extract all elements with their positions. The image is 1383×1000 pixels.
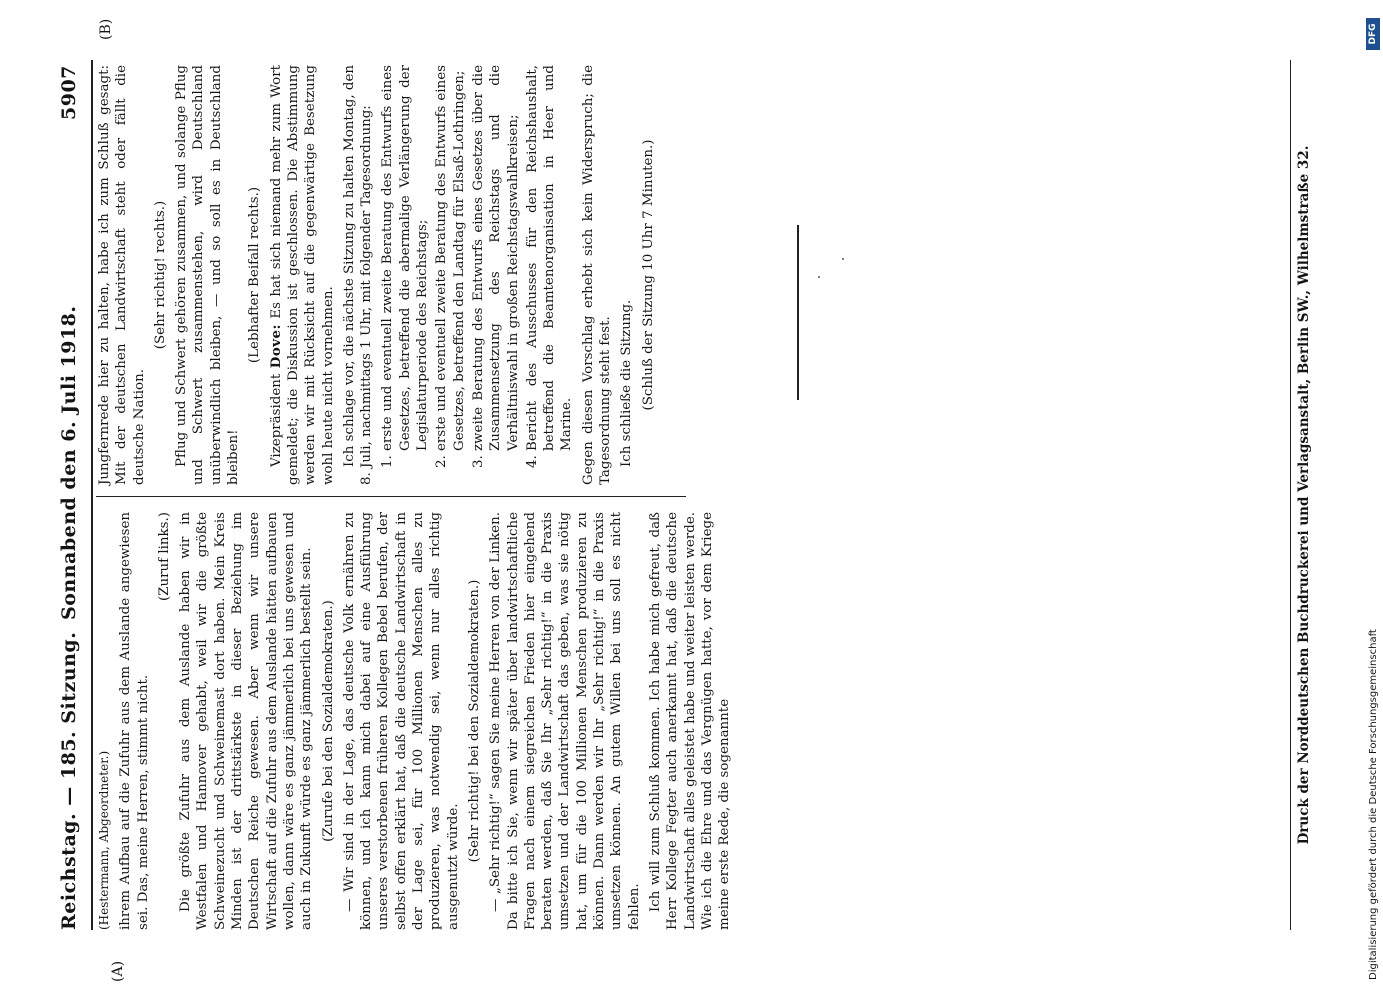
paragraph: — Wir sind in der Lage, das deutsche Volk ernähren zu können, und ich kann mich dabei auf eine Ausführung unseres verstorbenen früheren Kollegen Bebel berufen, der selbst offen erklärt hat, daß die deutsche Landwirtschaft in der Lage sei, für 100 Millionen Menschen alles zu produzieren, was notwendig sei, wenn nur alles richtig ausgenutzt würde. bbox=[341, 512, 461, 930]
paragraph: Jungfernrede hier zu halten, habe ich zum Schluß gesagt: Mit der deutschen Landwirtschaft steht oder fällt die deutsche Nation. bbox=[97, 65, 147, 485]
running-head: Reichstag. — 185. Sitzung. bbox=[58, 631, 80, 930]
statement-text: Es hat sich niemand mehr zum Wort gemeldet; die Diskussion ist geschlossen. Die Abstimmung werden wir mit Rücksicht auf die gegenwärtige Besetzung wohl heute nicht vornehmen. bbox=[268, 65, 336, 485]
margin-marker-a: (A) bbox=[110, 960, 126, 982]
paragraph: Gegen diesen Vorschlag erhebt sich kein Widerspruch; die Tagesordnung steht fest. bbox=[580, 65, 614, 485]
dfg-logo: DFG bbox=[1366, 18, 1380, 50]
paragraph: ihrem Aufbau auf die Zufuhr aus dem Auslande angewiesen sei. Das, meine Herren, stimmt nicht. bbox=[118, 512, 151, 930]
interjection: (Sehr richtig! rechts.) bbox=[152, 200, 168, 350]
agenda-item: 3. zweite Beratung des Entwurfs eines Gesetzes über die Zusammensetzung des Reichstags und die Verhältniswahl in großen Reichstagswahlkreisen; bbox=[470, 65, 522, 451]
column-divider bbox=[96, 496, 686, 497]
paragraph: Pflug und Schwert gehören zusammen, und solange Pflug und Schwert zusammenstehen, wird Deutschland unüberwindlich bleiben, — und so soll es in Deutschland bleiben! bbox=[174, 65, 242, 485]
speaker-title: Vizepräsident bbox=[268, 373, 284, 467]
printer-imprint: Druck der Norddeutschen Buchdruckerei und Verlagsanstalt, Berlin SW., Wilhelmstraße 32. bbox=[1296, 145, 1312, 845]
paragraph: Ich schließe die Sitzung. bbox=[619, 299, 635, 467]
left-column bbox=[96, 512, 737, 930]
vice-president-statement bbox=[268, 65, 337, 485]
paragraph: — „Sehr richtig!“ sagen Sie meine Herren von der Linken. Da bitte ich Sie, wenn wir später über landwirtschaftliche Fragen nach einem siegreichen Frieden hier eingehend beraten werden, daß Sie Ihr „Sehr richtig!“ in die Praxis umsetzen und der Landwirtschaft das geben, was sie nötig hat, um für die 100 Millionen Menschen produzieren zu können. Dann werden wir Ihr „Sehr richtig!“ in die Praxis umsetzen können. An gutem Willen bei uns soll es nicht fehlen. bbox=[488, 512, 642, 930]
speck bbox=[818, 276, 820, 278]
end-rule bbox=[797, 225, 799, 400]
header-rule bbox=[91, 60, 93, 930]
speaker-name: Dove: bbox=[267, 324, 284, 369]
right-column bbox=[96, 65, 661, 485]
imprint-rule bbox=[1290, 60, 1291, 930]
closing-note: (Schluß der Sitzung 10 Uhr 7 Minuten.) bbox=[640, 139, 656, 411]
page-number: 5907 bbox=[58, 65, 80, 120]
agenda-item: 2. erste und eventuell zweite Beratung des Entwurfs eines Gesetzes, betreffend den Landtag für Elsaß-Lothringen; bbox=[433, 65, 468, 451]
agenda-item: 4. Bericht des Ausschusses für den Reichshaushalt, betreffend die Beamtenorganisation in Heer und Marine. bbox=[524, 65, 576, 451]
interjection: (Zurufe bei den Sozialdemokraten.) bbox=[320, 600, 336, 842]
agenda-list bbox=[379, 65, 575, 485]
interjection: (Lebhafter Beifall rechts.) bbox=[247, 186, 263, 364]
speck bbox=[842, 258, 844, 260]
session-date: Sonnabend den 6. Juli 1918. bbox=[58, 305, 80, 620]
agenda-item: 1. erste und eventuell zweite Beratung des Entwurfs eines Gesetzes, betreffend die abermalige Verlängerung der Legislaturperiode des Reichstags; bbox=[379, 65, 431, 451]
speaker-intro: (Hestermann, Abgeordneter.) bbox=[97, 750, 111, 930]
paragraph: Ich schlage vor, die nächste Sitzung zu halten Montag, den 8. Juli, nachmittags 1 Uhr, mit folgender Tagesordnung: bbox=[341, 65, 375, 485]
margin-marker-b: (B) bbox=[98, 18, 114, 40]
paragraph: Ich will zum Schluß kommen. Ich habe mich gefreut, daß Herr Kollege Fegter auch anerkannt hat, daß die deutsche Landwirtschaft alles geleistet habe und weiter leisten werde. Wie ich die Ehre und das Vergnügen hatte, vor dem Kriege meine erste Rede, die sogenannte bbox=[647, 512, 733, 930]
paragraph: Die größte Zufuhr aus dem Auslande haben wir in Westfalen und Hannover gehabt, weil wir die größte Schweinezucht und Schweinemast dort haben. Mein Kreis Minden ist der drittstärkste in dieser Beziehung im Deutschen Reiche gewesen. Aber wenn wir unsere Wirtschaft auf die Zufuhr aus dem Auslande hätten aufbauen wollen, dann wäre es ganz jämmerlich bei uns gewesen und auch in Zukunft würde es ganz jämmerlich bestellt sein. bbox=[178, 512, 315, 930]
digitization-credit: Digitalisierung gefördert durch die Deutsche Forschungsgemeinschaft bbox=[1368, 629, 1379, 980]
interjection: (Zuruf links.) bbox=[156, 512, 172, 602]
interjection: (Sehr richtig! bei den Sozialdemokraten.) bbox=[466, 579, 482, 863]
